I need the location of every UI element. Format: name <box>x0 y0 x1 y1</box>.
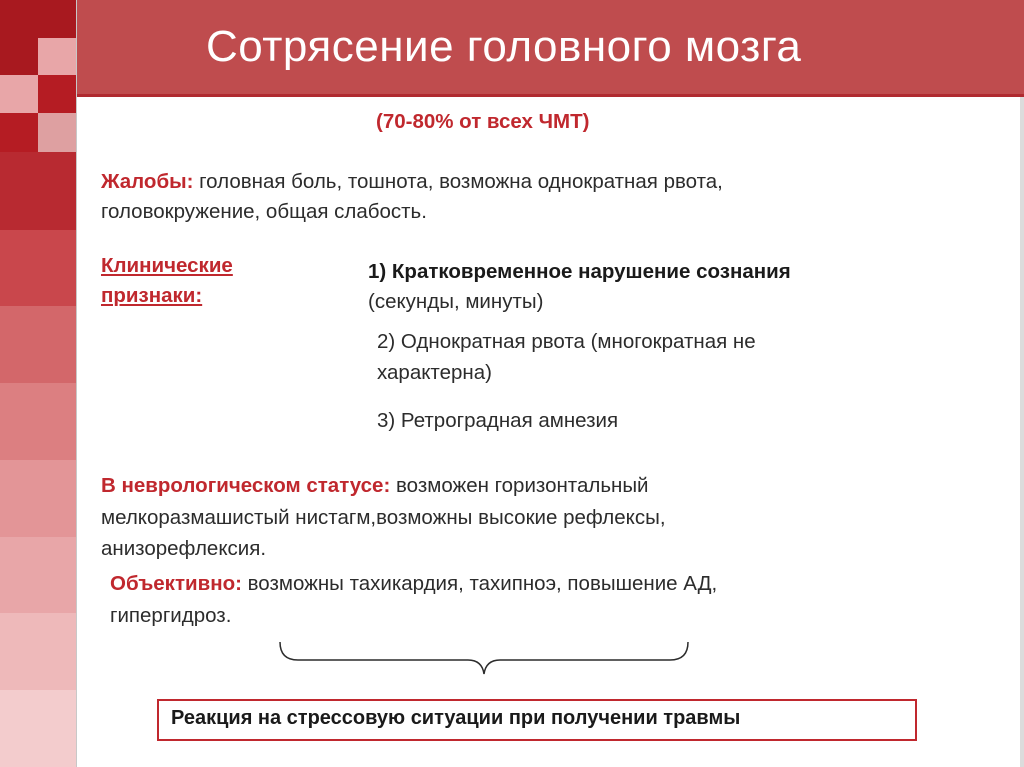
objective-line-1 <box>110 569 717 599</box>
strip-band <box>0 690 76 767</box>
strip-band <box>0 537 76 613</box>
strip-square <box>0 75 38 113</box>
clinical-label-2: признаки: <box>101 284 203 307</box>
clinical-label-1: Клинические <box>101 254 233 277</box>
strip-band <box>0 152 76 230</box>
curly-brace-icon <box>272 638 696 682</box>
complaints-text: головная боль, тошнота, возможна однократная рвота, <box>199 170 723 193</box>
neuro-line-3: анизорефлексия. <box>101 537 267 560</box>
strip-band <box>0 460 76 537</box>
neuro-line-1 <box>101 471 649 501</box>
clinical-item-2: 2) Однократная рвота (многократная не <box>377 330 756 353</box>
subtitle: (70-80% от всех ЧМТ) <box>376 110 590 133</box>
conclusion-text: Реакция на стрессовую ситуации при получении травмы <box>171 707 741 729</box>
complaints-line-2: головокружение, общая слабость. <box>101 200 427 223</box>
strip-square <box>38 38 76 75</box>
neuro-line-2: мелкоразмашистый нистагм,возможны высокие рефлексы, <box>101 506 666 529</box>
title-underline <box>77 94 1024 97</box>
neuro-text: возможен горизонтальный <box>396 474 649 497</box>
strip-band <box>0 383 76 460</box>
slide-title: Сотрясение головного мозга <box>206 22 802 71</box>
objective-text: возможны тахикардия, тахипноэ, повышение АД, <box>247 572 718 595</box>
objective-label: Объективно: <box>110 572 242 595</box>
strip-square <box>38 75 76 113</box>
decorative-strip <box>0 0 76 767</box>
complaints-label: Жалобы: <box>101 170 194 193</box>
strip-band <box>0 613 76 690</box>
neuro-label: В неврологическом статусе: <box>101 474 391 497</box>
strip-band <box>0 230 76 306</box>
strip-square <box>38 113 76 152</box>
conclusion-box <box>157 699 917 741</box>
complaints-line-1 <box>101 167 723 197</box>
strip-square <box>0 113 38 152</box>
right-edge <box>1020 97 1024 767</box>
clinical-item-2-detail: характерна) <box>377 361 492 384</box>
clinical-item-1-detail: (секунды, минуты) <box>368 290 544 313</box>
strip-band <box>0 306 76 383</box>
objective-line-2: гипергидроз. <box>110 604 232 627</box>
strip-divider <box>76 0 77 767</box>
clinical-item-1: 1) Кратковременное нарушение сознания <box>368 260 791 283</box>
clinical-item-3: 3) Ретроградная амнезия <box>377 409 619 432</box>
